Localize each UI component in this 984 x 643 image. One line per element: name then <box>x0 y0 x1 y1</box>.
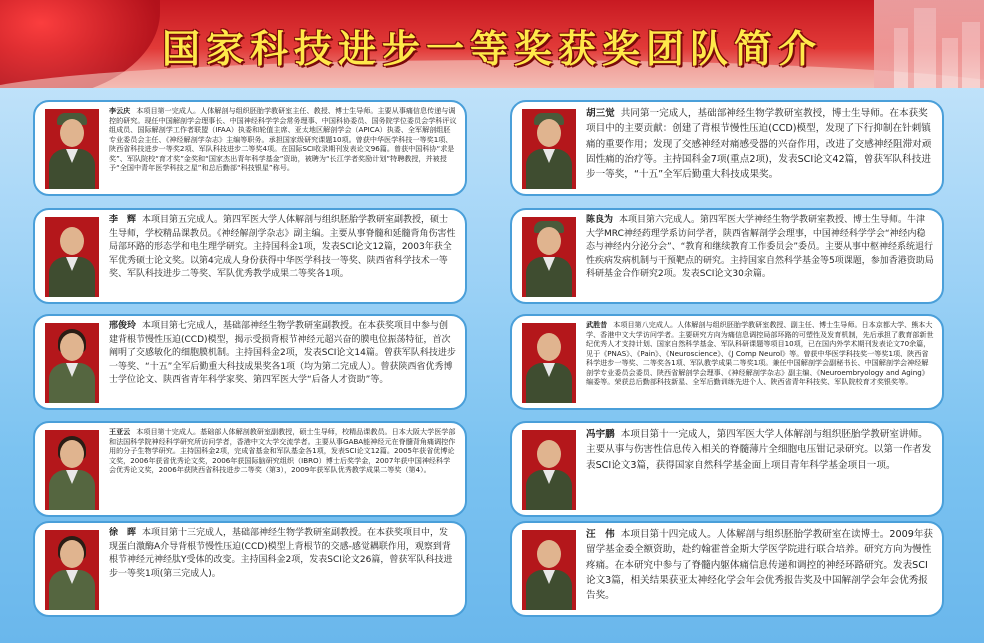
portrait-photo <box>45 109 99 189</box>
member-card <box>510 314 944 410</box>
member-desc: 本项目第七完成人，基础部神经生物学教研室副教授。在本获奖项目中参与创建背根节慢性压迫(CCD)模型，揭示受损背根节神经元超兴奋的膜电位振荡特征，首次阐明了交感敏化的细胞膜机制。主持国科金2项，发表SCI论文14篇。曾获军队科技进步一等奖、“十五”全军后勤重大科技成果奖各1项（均为第二完成人）。曾获陕西省优秀博士学位论文、陕西省青年科学家奖、第四军医大学“后备人才资助”等。 <box>109 321 456 385</box>
portrait-photo <box>522 323 576 403</box>
member-bio <box>109 214 457 298</box>
page-title: 国家科技进步一等奖获奖团队简介 <box>161 26 822 71</box>
portrait-photo <box>45 430 99 510</box>
portrait-photo <box>45 323 99 403</box>
member-card <box>33 100 467 196</box>
member-desc: 本项目第十完成人。基础部人体解剖教研室副教授，硕士生导师，校精品课教员。日本大阪大学医学部和法国科学院神经科学研究所访问学者，香港中文大学交流学者。主要从事GABA能神经元在脊髓背角痛调控作用的分子生物学研究。主持国科金2项，完成省基金和军队基金各1项，发表SCI论文12篇。2005年获省优博论文奖，2006年获省优秀论文奖，2006年获国际脑研究组织（IBRO）博士后奖学金，2007年获中国神经科学会优秀论文奖，2006年获陕西省科技进步二等奖（第3），2009年获军队优秀教学成果二等奖（第4）。 <box>109 427 456 475</box>
member-name: 胡三觉 <box>586 108 615 119</box>
portrait-photo <box>522 430 576 510</box>
member-name: 武胜昔 <box>586 320 608 329</box>
member-card <box>33 208 467 304</box>
member-name: 徐 晖 <box>109 528 137 538</box>
member-name: 李 辉 <box>109 215 137 225</box>
member-card <box>510 100 944 196</box>
portrait-photo <box>45 530 99 610</box>
member-desc: 本项目第十一完成人，第四军医大学人体解剖与组织胚胎学教研室讲师。主要从事与伤害性信息传入相关的脊髓薄片全细胞电压钳记录研究。以第一作者发表SCI论文3篇，获得国家自然科学基金面上项目青年科学基金项目一项。 <box>586 429 932 471</box>
member-desc: 本项目第六完成人。第四军医大学神经生物学教研室教授、博士生导师。牛津大学MRC神经药理学系访问学者，陕西省解剖学会理事，中国神经科学学会“神经内稳态与神经内分泌分会”、“教育和继续教育工作委员会”委员。主要从事中枢神经系统退行性疾病发病机制与干预靶点的研究。主持国家自然科学基金等5项课题，参加香港资助局科研基金合作研究2项。发表SCI论文30余篇。 <box>586 215 934 279</box>
member-name: 王亚云 <box>109 427 131 436</box>
member-bio <box>586 527 934 611</box>
member-name: 李云庆 <box>109 106 131 115</box>
member-desc: 本项目第十四完成人。人体解剖与组织胚胎学教研室在读博士。2009年获留学基金委全额资助，赴约翰霍普金斯大学医学院进行联合培养。研究方向为慢性疼痛。在本研究中参与了脊髓内躯体痛信息传递和调控的神经环路研究。发表SCI论文3篇，相关结果获亚太神经化学会年会优秀报告奖及中国解剖学会年会优秀报告奖。 <box>586 529 934 602</box>
member-card <box>510 521 944 617</box>
member-bio <box>109 427 457 511</box>
member-card <box>33 521 467 617</box>
member-bio <box>586 106 934 190</box>
member-desc: 本项目第一完成人。人体解剖与组织胚胎学教研室主任、教授、博士生导师。主要从事痛信息传递与调控的研究。现任中国解剖学会理事长、中国神经科学学会常务理事、中国科协委员、国务院学位委员会学科评议组成员、国际解剖学工作者联盟（IFAA）执委和轮值主席、亚太地区解剖学会（APICA）执委、全军解剖组胚专业委员会主任、《神经解剖学杂志》主编等职务。承担国家级研究课题10项。曾获中华医学科技一等奖1项、陕西省科技进步一等奖2项、军队科技进步二等奖4项。在国际SCI收录期刊发表论文96篇。曾获中国科协“求是奖”、军队院校“育才奖”金奖和“国家杰出青年科学基金”资助，被聘为“长江学者奖励计划”特聘教授，并被授予“全国中青年医学科技之星”和总后勤部“科技银星”称号。 <box>109 106 457 173</box>
portrait-photo <box>522 530 576 610</box>
member-bio <box>586 320 934 404</box>
member-name: 陈良为 <box>586 215 614 225</box>
member-bio <box>109 320 457 404</box>
portrait-photo <box>522 217 576 297</box>
portrait-photo <box>45 217 99 297</box>
portrait-photo <box>522 109 576 189</box>
member-card <box>33 314 467 410</box>
member-bio <box>109 106 457 190</box>
member-card <box>510 208 944 304</box>
member-bio <box>586 427 934 511</box>
member-card <box>510 421 944 517</box>
member-desc: 共同第一完成人，基础部神经生物学教研室教授，博士生导师。在本获奖项目中的主要贡献：创建了背根节慢性压迫(CCD)模型，发现了下行抑制在针刺镇痛的重要作用；发现了交感神经对痛感受器的兴奋作用，改进了交感神经阻滞对顽固性痛的治疗等。主持国科金7项(重点2项)，发表SCI论文42篇，曾获军队科技进步一等奖，“十五”全军后勤重大科技成果奖。 <box>586 108 932 181</box>
member-bio <box>109 527 457 611</box>
member-desc: 本项目第八完成人。人体解剖与组织胚胎学教研室教授、副主任、博士生导师。日本京都大学、熊本大学、香港中文大学访问学者。主要研究方向为痛信息调控局部环路的可塑性及发育机制，先后承担了教育部新世纪优秀人才支持计划、国家自然科学基金、军队科研课题等项目10项，已在国内外学术期刊发表论文70余篇，见于《PNAS》、《Pain》、《Neuroscience》、《J Comp Neurol》等。曾获中华医学科技奖一等奖1项、陕西省科学进步一等奖、二等奖各1项、军队教学成果二等奖1项。兼任中国解剖学会副秘书长、中国解剖学会神经解剖学专业委员会委员、陕西省解剖学会理事、《神经解剖学杂志》副主编、《Neuroembryology and Aging》编委等。荣获总后勤部科技新星、全军后勤训练先进个人、陕西省青年科技奖、军队院校育才奖银奖等。 <box>586 320 934 387</box>
member-bio <box>586 214 934 298</box>
member-name: 汪 伟 <box>586 529 615 540</box>
member-desc: 本项目第五完成人。第四军医大学人体解剖与组织胚胎学教研室副教授，硕士生导师，学校精品课教员。《神经解剖学杂志》副主编。主要从事脊髓和延髓背角伤害性局部环路的形态学和电生理学研究。主持国科金1项，发表SCI论文12篇，2003年获全军优秀硕士论文奖。以第4完成人身份获得中华医学科技一等奖、陕西省科学技术一等奖、军队科技进步二等奖、军队优秀教学成果二等奖各1项。 <box>109 215 456 279</box>
member-desc: 本项目第十三完成人，基础部神经生物学教研室副教授。在本获奖项目中，发现蛋白激酶A介导背根节慢性压迫(CCD)模型上背根节的交感-感觉耦联作用，观察到背根节神经元神经肽Y受体的改变。主持国科金2项，发表SCI论文26篇，曾获军队科技进步一等奖1项(第三完成人)。 <box>109 528 453 579</box>
title-banner <box>0 0 984 88</box>
member-name: 冯宇鹏 <box>586 429 615 440</box>
member-name: 邢俊玲 <box>109 321 137 331</box>
member-card <box>33 421 467 517</box>
